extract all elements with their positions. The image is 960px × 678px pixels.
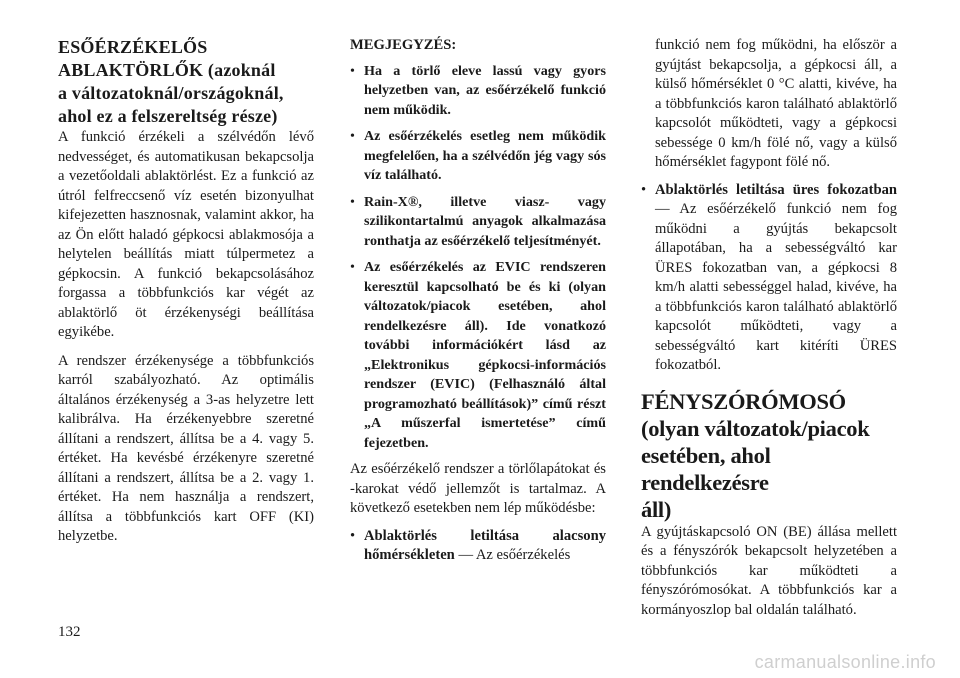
heading-line: a változatoknál/országoknál, — [58, 83, 284, 103]
condition-continuation: funkció nem fog működni, ha először a gyújtást bekapcsolja, a gépkocsi áll, a külső hőmérséklet 0 °C alatti, kivéve, ha a többfunkciós karon található ablaktörlő kapcsolót működteti, vagy a gépkocsi sebessége 0 km/h fölé nő, vagy a külső hőmérséklet fagypont fölé nő. — [655, 37, 897, 170]
paragraph-protection-feature: Az esőérzékelő rendszer a törlőlapátokat és -karokat védő jellemzőt is tartalmaz. A következő esetekben nem lép működésbe: — [350, 461, 606, 516]
condition-list-part1 — [350, 527, 606, 566]
note-bullet-list — [350, 62, 606, 454]
heading-line: esetében, ahol rendelkezésre — [641, 442, 771, 495]
heading-line: (olyan változatok/piacok — [641, 415, 870, 441]
condition-item-low-temperature — [350, 527, 606, 566]
note-bullet: • Az esőérzékelés az EVIC rendszeren keresztül kapcsolható be és ki (olyan változatok/piacok esetében, ahol rendelkezésre áll). Ide vonatkozó további információkért lásd az „Elektronikus gépkocsi-információs rendszer (EVIC) (Felhasználó által programozható beállítások)” című részt „A műszerfal ismertetése” című fejezetben. — [350, 258, 606, 453]
condition-title: Ablaktörlés letiltása alacsony hőmérsékleten — [364, 527, 606, 563]
section-heading-rain-sensing-wipers — [58, 36, 314, 128]
note-heading: MEGJEGYZÉS: — [350, 37, 457, 53]
condition-text: — Az esőérzékelés — [454, 547, 571, 563]
condition-list-part2 — [641, 181, 897, 376]
heading-line: FÉNYSZÓRÓMOSÓ — [641, 388, 846, 414]
watermark: carmanualsonline.info — [754, 652, 936, 672]
column-right — [641, 36, 897, 620]
condition-title: Ablaktörlés letiltása üres fokozatban — [655, 181, 897, 198]
note-bullet: • Ha a törlő eleve lassú vagy gyors helyzetben van, az esőérzékelő funkció nem működik. — [350, 62, 606, 121]
paragraph-headlight-washers: A gyújtáskapcsoló ON (BE) állása mellett és a fényszórók bekapcsolt helyzetében a többfunkciós kar működteti a fényszórómosókat. A többfunkciós kar a kormányoszlop bal oldalán található. — [641, 523, 897, 618]
column-left — [58, 36, 314, 547]
heading-line: ESŐÉRZÉKELŐS — [58, 37, 208, 57]
heading-line: ahol ez a felszereltség része) — [58, 106, 278, 126]
condition-text: — Az esőérzékelő funkció nem fog működni a gyújtás bekapcsolt állapotában, ha a sebességváltó kar ÜRES fokozatban van, a gépkocsi 8 km/h alatti sebességgel halad, kivéve, ha a többfunkciós karon található ablaktörlő kapcsolót működteti, vagy a sebességváltó kart kitéríti ÜRES fokozatból. — [655, 201, 897, 373]
paragraph-sensitivity: A rendszer érzékenysége a többfunkciós karról szabályozható. Az optimális általános érzékenység a 3-as helyzetre lett kalibrálva. Ha érzékenyebbre szeretné állítani a rendszert, állítsa be a 4. vagy 5. értéket. Ha kevésbé érzékenyre szeretné állítani a rendszert, állítsa be a 2. vagy 1. értéket. Ha nem használja a rendszert, állítsa a többfunkciós kart OFF (KI) helyzetbe. — [58, 352, 314, 544]
column-middle — [350, 36, 606, 573]
heading-line: áll) — [641, 496, 672, 522]
heading-line: ABLAKTÖRLŐK (azoknál — [58, 60, 276, 80]
page-number: 132 — [58, 624, 81, 640]
note-bullet: • Rain-X®, illetve viasz- vagy szilikontartalmú anyagok alkalmazása ronthatja az esőérzékelő teljesítményét. — [350, 193, 606, 252]
paragraph-rain-sensing-intro: A funkció érzékeli a szélvédőn lévő nedvességet, és automatikusan bekapcsolja a vezetőoldali ablaktörlést. Ez a funkció az útról felfreccsenő víz esetén bizonyulhat kifejezetten hasznosnak, valamint akkor, ha az Ön előtt haladó gépkocsi ablakmosója a helytelen beállítás miatt túlpermetez a gépkocsin. A funkció bekapcsolásához forgassa a többfunkciós kar végét az ablaktörlő öt érzékenységi beállítása egyikébe. — [58, 129, 314, 340]
section-heading-headlight-washers — [641, 388, 897, 523]
note-bullet: • Az esőérzékelés esetleg nem működik megfelelően, ha a szélvédőn jég vagy sós víz található. — [350, 127, 606, 186]
condition-item-neutral — [641, 181, 897, 376]
